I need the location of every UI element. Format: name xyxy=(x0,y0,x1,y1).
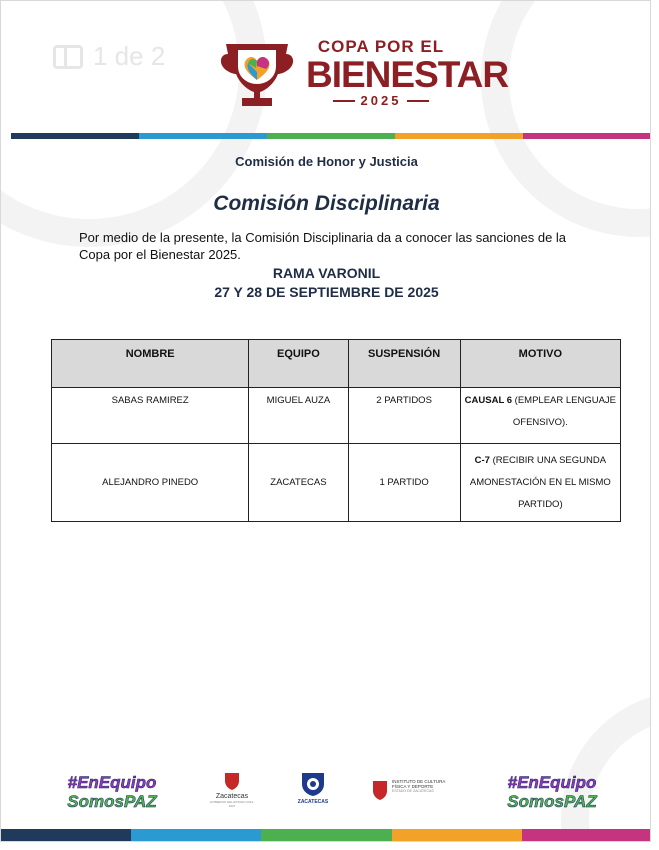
category-block xyxy=(1,264,651,302)
column-header-motivo: MOTIVO xyxy=(460,340,620,388)
cell-suspension: 1 PARTIDO xyxy=(348,444,460,522)
table-header-row xyxy=(52,340,621,388)
category-date: 27 Y 28 DE SEPTIEMBRE DE 2025 xyxy=(214,284,439,300)
en-equipo-somos-paz-logo xyxy=(53,773,171,811)
logo-line2: BIENESTAR xyxy=(306,54,509,95)
intro-paragraph: Por medio de la presente, la Comisión Disciplinaria da a conocer las sanciones de la Copa por el Bienestar 2025. xyxy=(79,230,567,262)
logo-line3 xyxy=(306,93,456,108)
instituto-sublabel: ESTADO DE ZACATECAS xyxy=(392,789,434,793)
tag-line2: SomosPAZ xyxy=(67,792,157,811)
shield-crest-icon xyxy=(299,771,327,797)
logo-wordmark xyxy=(306,34,509,108)
trophy-icon xyxy=(216,36,298,112)
cell-nombre: SABAS RAMIREZ xyxy=(52,388,249,444)
motivo-description: (EMPLEAR LENGUAJE OFENSIVO). xyxy=(512,395,617,428)
color-stripe-bottom xyxy=(1,829,651,842)
instituto-label: INSTITUTO DE CULTURA FÍSICA Y DEPORTE xyxy=(392,779,446,789)
cell-equipo: ZACATECAS xyxy=(249,444,348,522)
en-equipo-somos-paz-logo xyxy=(493,773,611,811)
table-row xyxy=(52,444,621,522)
zacatecas-sublabel: GOBIERNO DEL ESTADO 2021-2027 xyxy=(209,800,255,808)
page-indicator-text: 1 de 2 xyxy=(93,41,166,71)
tag-line2: SomosPAZ xyxy=(507,792,597,811)
cell-equipo: MIGUEL AUZA xyxy=(249,388,348,444)
tag-line1: #EnEquipo xyxy=(67,773,157,792)
commission-name: Comisión de Honor y Justicia xyxy=(235,154,418,169)
table-row xyxy=(52,388,621,444)
zacatecas-shield-logo xyxy=(291,771,335,805)
footer-logos xyxy=(1,769,651,829)
column-header-suspension: SUSPENSIÓN xyxy=(348,340,460,388)
tag-line1: #EnEquipo xyxy=(507,773,597,792)
motivo-code: C-7 xyxy=(474,454,490,466)
cell-motivo xyxy=(460,388,620,444)
column-header-equipo: EQUIPO xyxy=(249,340,348,388)
instituto-deporte-logo xyxy=(371,779,451,801)
motivo-description: (RECIBIR UNA SEGUNDA AMONESTACIÓN EN EL MISMO PARTIDO) xyxy=(469,454,611,510)
zacatecas-government-logo xyxy=(209,771,255,808)
page-indicator xyxy=(53,41,165,72)
logo-rule xyxy=(407,100,429,102)
copa-bienestar-logo xyxy=(216,34,509,114)
instituto-emblem-icon xyxy=(371,779,389,801)
column-header-nombre: NOMBRE xyxy=(52,340,249,388)
document-title: Comisión Disciplinaria xyxy=(213,192,440,215)
color-stripe-top xyxy=(11,133,651,139)
category-name: RAMA VARONIL xyxy=(272,265,381,281)
logo-rule xyxy=(333,100,355,102)
cell-motivo xyxy=(460,444,620,522)
shield-label: ZACATECAS xyxy=(297,799,329,805)
zacatecas-emblem-icon xyxy=(223,771,241,791)
cell-suspension: 2 PARTIDOS xyxy=(348,388,460,444)
sanctions-table xyxy=(51,339,621,522)
logo-year: 2025 xyxy=(360,93,402,108)
zacatecas-label: Zacatecas xyxy=(215,793,249,800)
motivo-code: CAUSAL 6 xyxy=(464,395,513,406)
sidebar-icon[interactable] xyxy=(53,45,83,69)
logo-line1: COPA POR EL xyxy=(317,37,445,56)
cell-nombre: ALEJANDRO PINEDO xyxy=(52,444,249,522)
